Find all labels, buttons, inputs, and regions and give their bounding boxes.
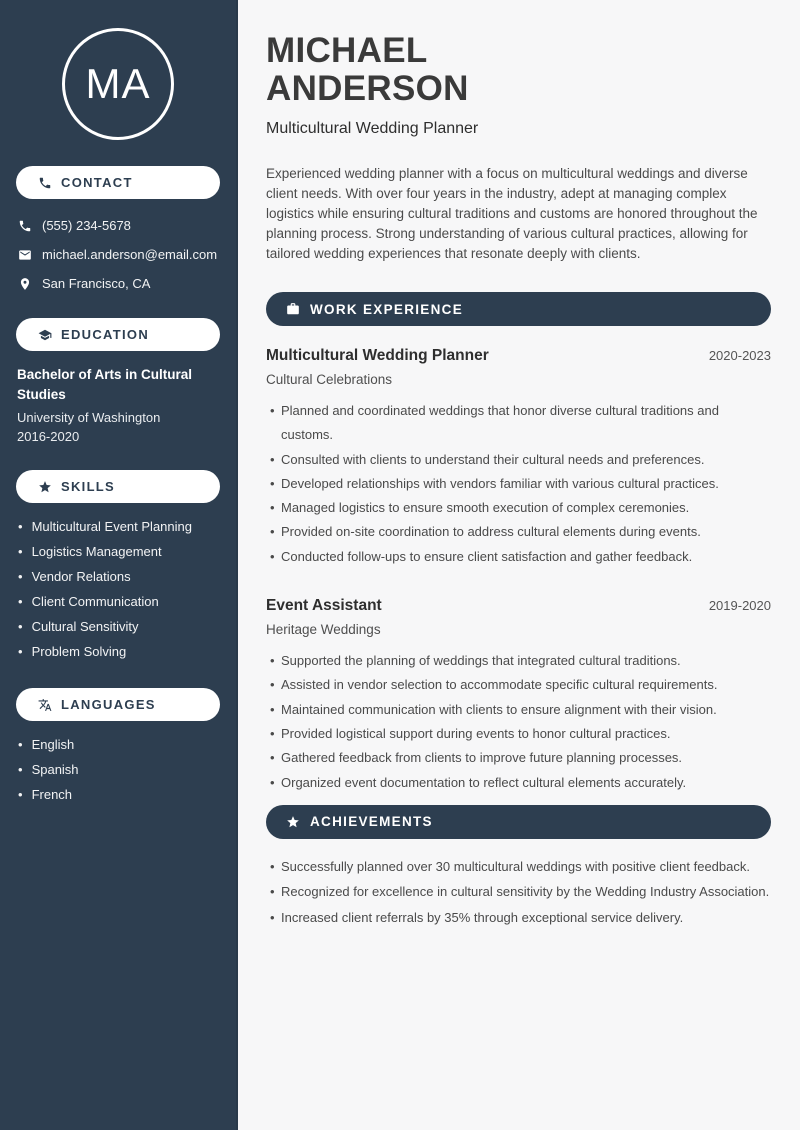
mail-icon [18, 248, 32, 262]
phone-icon [18, 219, 32, 233]
skill-item: • Vendor Relations [18, 564, 236, 589]
translate-icon [38, 698, 52, 712]
education-section-title: EDUCATION [61, 327, 150, 342]
language-item: • Spanish [18, 757, 236, 782]
job-title: Event Assistant [266, 597, 382, 615]
language-item: • English [18, 732, 236, 757]
languages-section-title: LANGUAGES [61, 697, 156, 712]
job-entry [266, 347, 771, 569]
job-bullet: • Provided logistical support during events to honor cultural practices. [266, 722, 771, 746]
job-bullet: • Provided on-site coordination to address cultural elements during events. [266, 520, 771, 544]
job-bullet-list [266, 649, 771, 795]
skill-item: • Problem Solving [18, 639, 236, 664]
job-bullet: • Organized event documentation to reflect cultural elements accurately. [266, 771, 771, 795]
job-header [266, 597, 771, 615]
contact-list [0, 211, 236, 298]
job-bullet: • Gathered feedback from clients to improve future planning processes. [266, 746, 771, 770]
language-item: • French [18, 782, 236, 807]
skills-list [0, 514, 236, 664]
location-text: San Francisco, CA [42, 276, 151, 291]
achievement-bullet: • Increased client referrals by 35% through exceptional service delivery. [266, 905, 771, 931]
job-bullet: • Assisted in vendor selection to accommodate specific cultural requirements. [266, 673, 771, 697]
job-bullet-list [266, 399, 771, 569]
job-dates: 2019-2020 [708, 598, 771, 614]
main-content [238, 0, 800, 1130]
achievements-section-title: ACHIEVEMENTS [310, 814, 433, 830]
company-name: Heritage Weddings [266, 622, 381, 638]
phone-number: (555) 234-5678 [42, 218, 131, 233]
job-bullet: • Consulted with clients to understand their cultural needs and preferences. [266, 448, 771, 472]
job-header [266, 347, 771, 365]
skills-section-title: SKILLS [61, 479, 116, 494]
work-experience-section-header [266, 292, 771, 326]
contact-section-title: CONTACT [61, 175, 133, 190]
achievements-section-header [266, 805, 771, 839]
languages-list [0, 732, 236, 807]
phone-icon [38, 176, 52, 190]
job-bullet: • Conducted follow-ups to ensure client satisfaction and gather feedback. [266, 545, 771, 569]
sidebar [0, 0, 238, 1130]
degree-name: Bachelor of Arts in Cultural Studies [17, 367, 193, 402]
contact-item-phone [18, 211, 222, 240]
job-bullet: • Managed logistics to ensure smooth execution of complex ceremonies. [266, 496, 771, 520]
graduation-cap-icon [38, 328, 52, 342]
languages-section-header [16, 688, 220, 721]
school-name: University of Washington [17, 410, 161, 425]
education-section-header [16, 318, 220, 351]
person-job-title: Multicultural Wedding Planner [266, 120, 479, 137]
job-bullet: • Supported the planning of weddings that integrated cultural traditions. [266, 649, 771, 673]
achievement-bullet: • Successfully planned over 30 multicultural weddings with positive client feedback. [266, 854, 771, 880]
achievement-bullet: • Recognized for excellence in cultural sensitivity by the Wedding Industry Association. [266, 879, 771, 905]
contact-section-header [16, 166, 220, 199]
contact-item-email [18, 240, 222, 269]
location-pin-icon [18, 277, 32, 291]
person-name: MICHAEL ANDERSON [266, 31, 469, 108]
email-address: michael.anderson@email.com [42, 247, 218, 262]
avatar-initials: MA [85, 60, 151, 107]
avatar [62, 28, 174, 140]
skill-item: • Cultural Sensitivity [18, 614, 236, 639]
job-entry [266, 597, 771, 795]
education-years: 2016-2020 [17, 429, 80, 444]
skill-item: • Client Communication [18, 589, 236, 614]
contact-item-location [18, 269, 222, 298]
skills-section-header [16, 470, 220, 503]
company-name: Cultural Celebrations [266, 372, 393, 387]
job-title: Multicultural Wedding Planner [266, 347, 489, 364]
job-bullet: • Developed relationships with vendors familiar with various cultural practices. [266, 472, 771, 496]
briefcase-icon [286, 302, 300, 316]
star-icon [38, 480, 52, 494]
star-icon [286, 815, 300, 829]
skill-item: • Multicultural Event Planning [18, 514, 236, 539]
skill-item: • Logistics Management [18, 539, 236, 564]
job-dates: 2020-2023 [708, 348, 771, 363]
job-bullet: • Planned and coordinated weddings that honor diverse cultural traditions and customs. [266, 399, 771, 448]
work-experience-section-title: WORK EXPERIENCE [310, 301, 464, 317]
achievements-list [266, 854, 771, 931]
job-bullet: • Maintained communication with clients to ensure alignment with their vision. [266, 698, 771, 722]
profile-summary: Experienced wedding planner with a focus on multicultural weddings and diverse client needs. With over four years in the industry, adept at managing complex logistics while ensuring cultural traditions and customs are honored throughout the planning process. Strong understanding of various cultural practices, allowing for tailored wedding experiences that resonate deeply with clients. [266, 166, 758, 261]
education-entry [0, 351, 236, 446]
